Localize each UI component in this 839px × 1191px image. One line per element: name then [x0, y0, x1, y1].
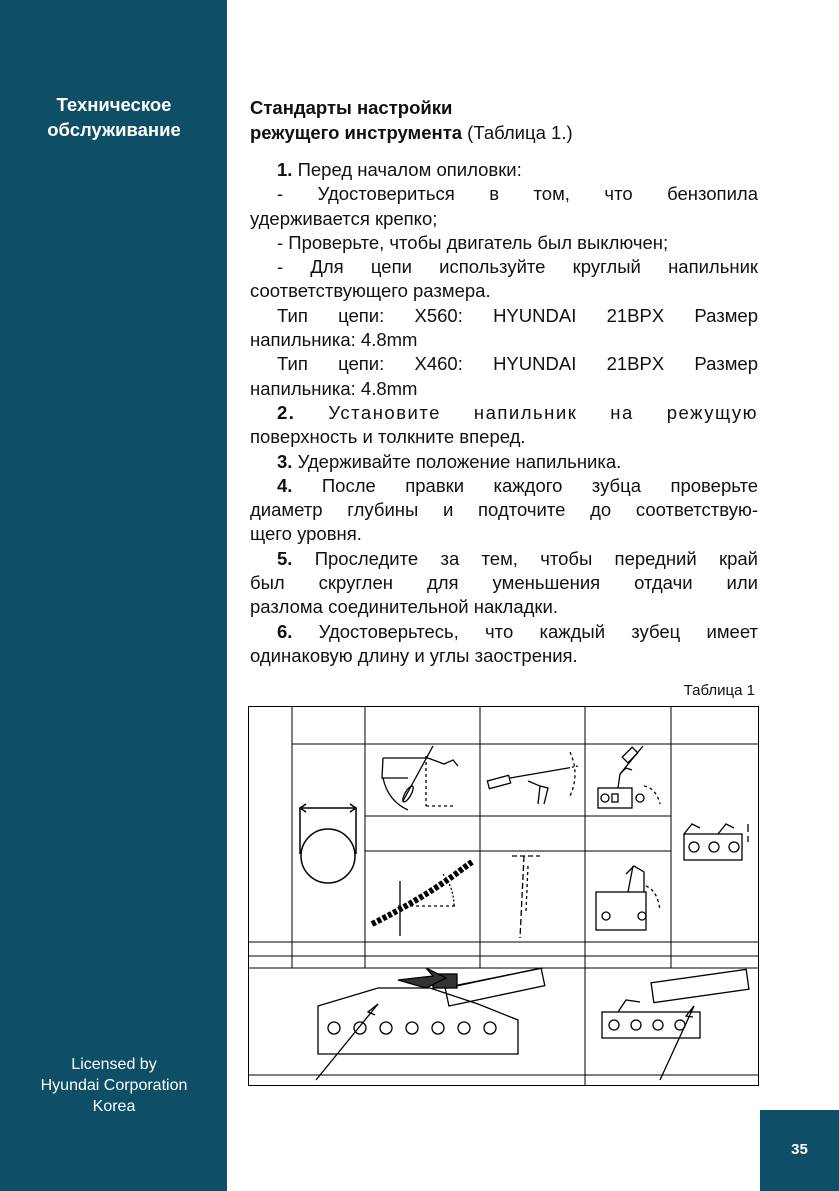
tooth-hook-icon — [598, 746, 660, 808]
section-title-line: Техническое — [56, 94, 172, 115]
depth-angle-icon — [512, 856, 540, 938]
step-4-cont: щего уровня. — [250, 523, 362, 545]
step-4-cont: диаметр глубины и подточите до соответствую- — [250, 499, 758, 521]
license-note — [14, 1054, 214, 1117]
bullet-1-cont: удерживается крепко; — [250, 207, 438, 229]
table-frame — [249, 707, 759, 1086]
sharpening-table — [248, 706, 760, 1088]
page-number: 35 — [791, 1141, 808, 1158]
step-5-cont: был скруглен для уменьшения отдачи или — [250, 572, 758, 594]
heading-line: режущего инструмента (Таблица 1.) — [250, 122, 573, 143]
chain-type-2: Тип цепи: X460: HYUNDAI 21BPX Размер — [277, 353, 758, 375]
file-angle-side-icon — [487, 752, 578, 804]
file-size-1: напильника: 4.8mm — [250, 329, 418, 351]
section-title-line: обслуживание — [47, 119, 181, 140]
license-line: Licensed by — [71, 1056, 157, 1073]
heading-line: Стандарты настройки — [250, 97, 453, 118]
chain-file-illustration — [316, 968, 545, 1080]
step-5: 5. Проследите за тем, чтобы передний край — [277, 547, 758, 569]
chain-side-icon — [684, 824, 748, 860]
file-size-2: напильника: 4.8mm — [250, 377, 418, 399]
step-6-cont: одинаковую длину и углы заострения. — [250, 644, 578, 666]
bullet-3: - Для цепи используйте круглый напильник — [277, 256, 758, 278]
table-caption: Таблица 1 — [683, 682, 755, 699]
chain-check-illustration — [602, 969, 749, 1080]
section-title — [14, 92, 214, 142]
step-2: 2. Установите напильник на режущую — [277, 401, 758, 423]
page-heading — [250, 95, 573, 145]
step-1: 1. Перед началом опиловки: — [277, 159, 522, 180]
bullet-2: - Проверьте, чтобы двигатель был выключен; — [277, 231, 669, 253]
step-3: 3. Удерживайте положение напильника. — [277, 450, 622, 472]
license-line: Korea — [92, 1098, 136, 1115]
instructions — [250, 158, 758, 668]
depth-gauge-icon — [596, 866, 660, 930]
chain-type-1: Тип цепи: X560: HYUNDAI 21BPX Размер — [277, 304, 758, 326]
step-4: 4. После правки каждого зубца проверьте — [277, 474, 758, 496]
round-file-icon — [300, 804, 356, 883]
step-6: 6. Удостоверьтесь, что каждый зубец имеет — [277, 620, 758, 642]
page-number-box — [760, 1110, 839, 1191]
bullet-3-cont: соответствующего размера. — [250, 280, 491, 302]
step-2-cont: поверхность и толкните вперед. — [250, 426, 526, 448]
file-chain-diagonal-icon — [372, 862, 472, 936]
sidebar — [0, 0, 227, 1191]
bullet-1: - Удостовериться в том, что бензопила — [277, 183, 758, 205]
file-angle-top-icon — [382, 746, 458, 810]
step-5-cont: разлома соединительной накладки. — [250, 596, 558, 618]
license-line: Hyundai Corporation — [40, 1077, 188, 1094]
